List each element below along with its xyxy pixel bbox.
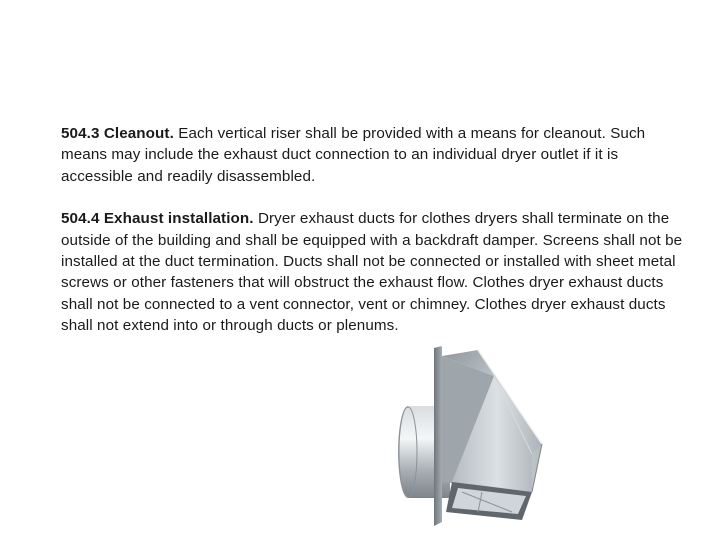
section-heading: 504.4 Exhaust installation. bbox=[61, 210, 254, 228]
section-body: Dryer exhaust ducts for clothes dryers shall terminate on the outside of the building and shall be equipped with a backdraft damper. Screens shall not be installed at the duct termination. Ducts shall not be connected or installed with sheet metal screws or other fasteners that will obstruct the exhaust flow. Clothes dryer exhaust ducts shall not be connected to a vent connector, vent or chimney. Clothes dryer exhaust ducts shall not extend into or through ducts or plenums. bbox=[61, 210, 683, 335]
section-body: Each vertical riser shall be provided with a means for cleanout. Such means may include the exhaust duct connection to an individual dryer outlet if it is accessible and readily disassembled. bbox=[61, 125, 646, 185]
section-504-4 bbox=[61, 208, 689, 336]
dryer-vent-hood-icon bbox=[382, 342, 588, 532]
code-text-block bbox=[61, 123, 689, 358]
section-heading: 504.3 Cleanout. bbox=[61, 125, 174, 142]
section-504-3 bbox=[61, 123, 689, 187]
dryer-vent-hood-image bbox=[382, 342, 588, 532]
